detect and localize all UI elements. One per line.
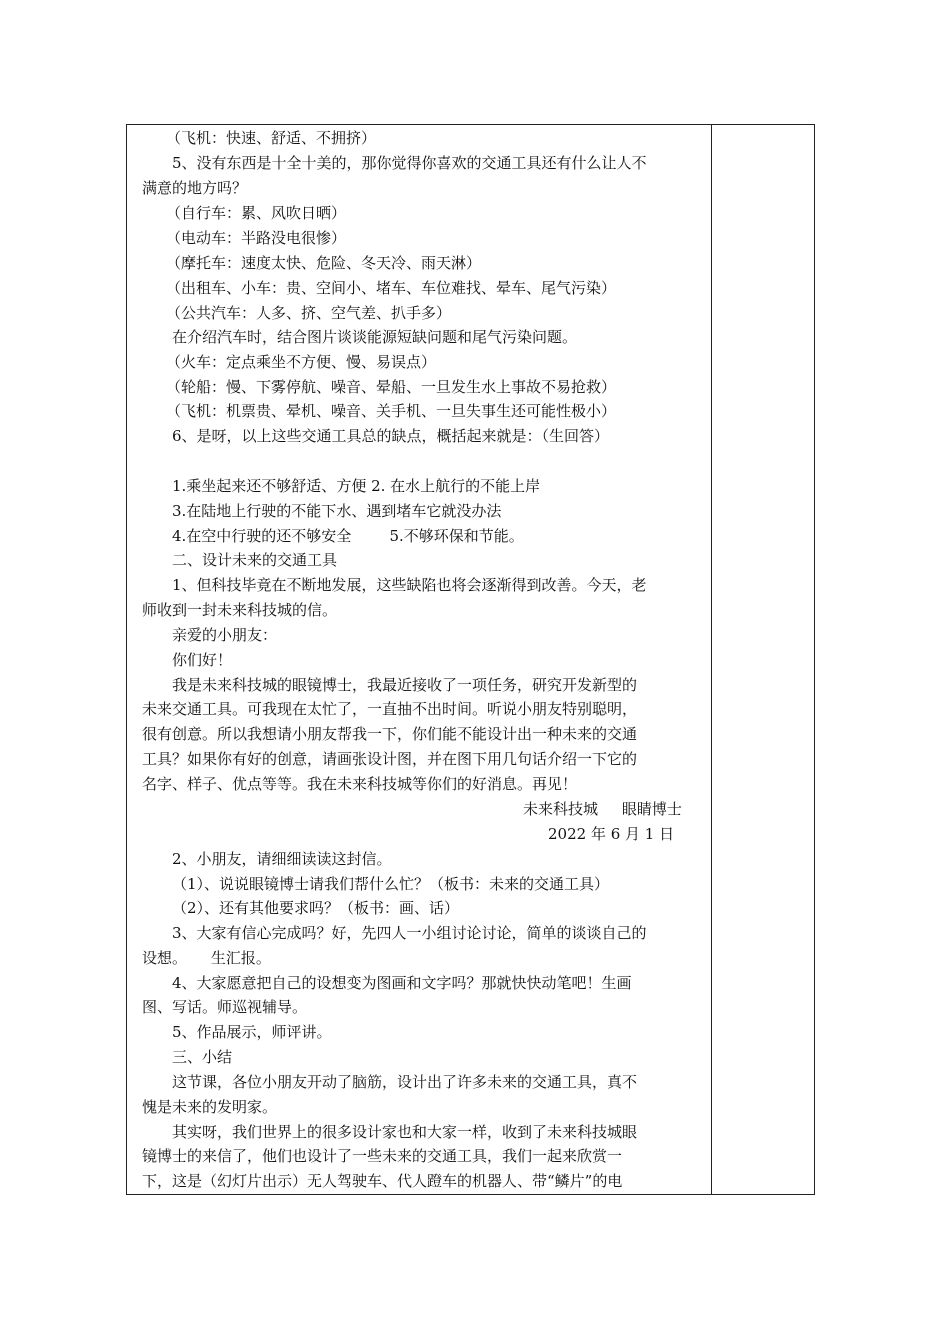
text-line: 4.在空中行驶的还不够安全 5.不够环保和节能。 (172, 527, 524, 545)
text-line: 这节课，各位小朋友开动了脑筋，设计出了许多未来的交通工具，真不 (172, 1073, 638, 1091)
text-line: 3.在陆地上行驶的不能下水、遇到堵车它就没办法 (172, 502, 502, 520)
text-line: 工具？如果你有好的创意，请画张设计图，并在图下用几句话介绍一下它的 (142, 750, 638, 768)
text-line: 其实呀，我们世界上的很多设计家也和大家一样，收到了未来科技城眼 (172, 1123, 638, 1141)
text-line: 你们好！ (172, 651, 233, 669)
text-line: （轮船：慢、下雾停航、噪音、晕船、一旦发生水上事故不易抢救） (166, 378, 617, 396)
text-line: 2、小朋友，请细细读读这封信。 (172, 850, 392, 868)
text-line: 师收到一封未来科技城的信。 (142, 601, 338, 619)
text-line: （1）、说说眼镜博士请我们帮什么忙？（板书：未来的交通工具） (172, 875, 610, 893)
text-line: 满意的地方吗？ (142, 179, 248, 197)
text-line: 愧是未来的发明家。 (142, 1098, 278, 1116)
text-line: （飞机：快速、舒适、不拥挤） (166, 129, 377, 147)
text-line: 我是未来科技城的眼镜博士，我最近接收了一项任务，研究开发新型的 (172, 676, 638, 694)
text-line: （摩托车：速度太快、危险、冬天冷、雨天淋） (166, 254, 482, 272)
text-line: 亲爱的小朋友： (172, 626, 278, 644)
text-line: 很有创意。所以我想请小朋友帮我一下，你们能不能设计出一种未来的交通 (142, 725, 638, 743)
text-line: （飞机：机票贵、晕机、噪音、关手机、一旦失事生还可能性极小） (166, 402, 617, 420)
text-line: 6、是呀，以上这些交通工具总的缺点，概括起来就是：（生回答） (172, 427, 610, 445)
notes-column (712, 125, 814, 1194)
text-line: （电动车：半路没电很惨） (166, 229, 347, 247)
text-line: （出租车、小车：贵、空间小、堵车、车位难找、晕车、尾气污染） (166, 279, 617, 297)
text-line: 二、设计未来的交通工具 (172, 551, 338, 569)
text-line: 在介绍汽车时，结合图片谈谈能源短缺问题和尾气污染问题。 (172, 328, 578, 346)
text-line: 镜博士的来信了，他们也设计了一些未来的交通工具，我们一起来欣赏一 (142, 1147, 623, 1165)
text-line: 1、但科技毕竟在不断地发展，这些缺陷也将会逐渐得到改善。今天，老 (172, 576, 647, 594)
text-line: 5、没有东西是十全十美的，那你觉得你喜欢的交通工具还有什么让人不 (172, 154, 647, 172)
text-line: 下，这是（幻灯片出示）无人驾驶车、代人蹬车的机器人、带“鳞片”的电 (142, 1172, 623, 1190)
text-line: 1.乘坐起来还不够舒适、方便 2. 在水上航行的不能上岸 (172, 477, 541, 495)
text-line: （火车：定点乘坐不方便、慢、易误点） (166, 353, 437, 371)
text-line: 名字、样子、优点等等。我在未来科技城等你们的好消息。再见！ (142, 775, 578, 793)
text-line: 未来科技城 眼睛博士 (523, 800, 682, 818)
text-line: （2）、还有其他要求吗？（板书：画、话） (172, 899, 460, 917)
text-line: 三、小结 (172, 1048, 233, 1066)
text-line: 未来交通工具。可我现在太忙了，一直抽不出时间。听说小朋友特别聪明， (142, 700, 638, 718)
text-line: 4、大家愿意把自己的设想变为图画和文字吗？那就快快动笔吧！生画 (172, 974, 632, 992)
text-line: 图、写话。师巡视辅导。 (142, 998, 308, 1016)
text-line: 3、大家有信心完成吗？好，先四人一小组讨论讨论，简单的谈谈自己的 (172, 924, 647, 942)
text-line: （公共汽车：人多、挤、空气差、扒手多） (166, 304, 452, 322)
text-line: 5、作品展示，师评讲。 (172, 1023, 332, 1041)
text-line: （自行车：累、风吹日晒） (166, 204, 347, 222)
text-line: 设想。 生汇报。 (142, 949, 271, 967)
text-line: 2022 年 6 月 1 日 (548, 825, 675, 843)
lesson-plan-table (126, 124, 815, 1195)
